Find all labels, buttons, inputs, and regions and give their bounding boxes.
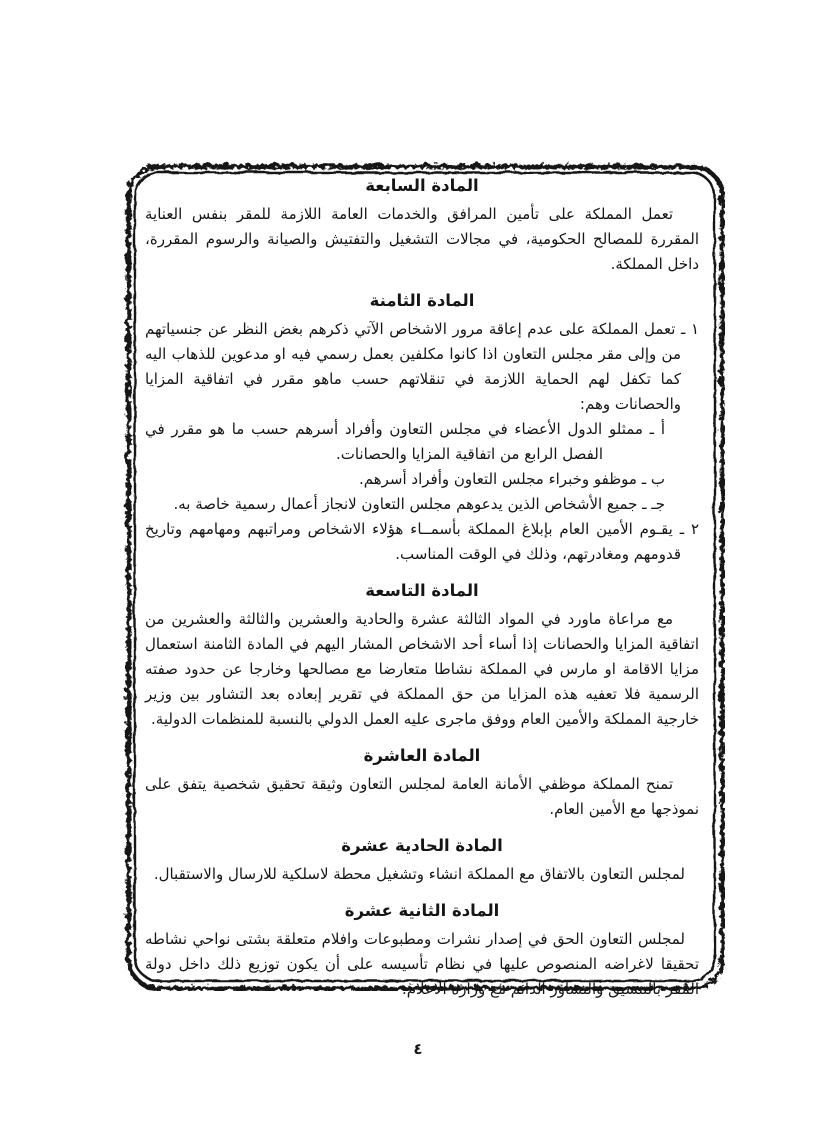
article-9-body: مع مراعاة ماورد في المواد الثالثة عشرة والحادية والعشرين والثالثة والعشرين من اتفاقية المزايا والحصانات إذا أساء أحد الاشخاص المشار اليهم في المادة الثامنة استعمال مزايا الاقامة او مارس في المملكة نشاطا متعارضا مع مصالحها وخارجا عن حدود صفته الرسمية فلا تعفيه هذه المزايا من حق المملكة في تقرير إبعاده بعد التشاور بين وزير خارجية المملكة والأمين العام ووفق ماجرى عليه العمل الدولي بالنسبة للمنظمات الدولية. <box>145 610 699 728</box>
article-11-body: لمجلس التعاون بالاتفاق مع المملكة انشاء وتشغيل محطة لاسلكية للارسال والاستقبال. <box>153 865 685 883</box>
article-10-title: المادة العاشرة <box>363 746 481 765</box>
article-9-title: المادة التاسعة <box>365 581 479 600</box>
article-8-title: المادة الثامنة <box>369 291 475 310</box>
document-frame <box>123 161 725 998</box>
article-12-title: المادة الثانية عشرة <box>344 901 500 920</box>
page-number: ٤ <box>413 1040 423 1058</box>
article-8-item-1-sub-c: جـ ـ جميع الأشخاص الذين يدعوهم مجلس التعاون لانجاز أعمال رسمية خاصة به. <box>173 495 665 513</box>
article-7-body: تعمل المملكة على تأمين المرافق والخدمات العامة اللازمة للمقر بنفس العناية المقررة للمصالح الحكومية، في مجالات التشغيل والتفتيش والصيانة والرسوم المقررة، داخل المملكة. <box>145 205 699 273</box>
article-8-item-1-sub-b: ب ـ موظفو وخبراء مجلس التعاون وأفراد أسرهم. <box>358 470 665 488</box>
article-8-item-2: ٢ ـ يقـوم الأمين العام بإبلاغ المملكة بأسمــاء هؤلاء الاشخاص ومراتبهم ومهامهم وتاريخ قدومهم ومغادرتهم، وذلك في الوقت المناسب. <box>145 520 699 563</box>
article-11-title: المادة الحادية عشرة <box>341 836 503 855</box>
article-10-body: تمنح المملكة موظفي الأمانة العامة لمجلس التعاون وثيقة تحقيق شخصية يتفق على نموذجها مع الأمين العام. <box>145 775 699 818</box>
article-8-item-1-sub-a: أ ـ ممثلو الدول الأعضاء في مجلس التعاون وأفراد أسرهم حسب ما هو مقرر في الفصل الرابع من اتفاقية المزايا والحصانات. <box>145 420 665 463</box>
document-content <box>145 173 699 998</box>
article-8-item-1: ١ ـ تعمل المملكة على عدم إعاقة مرور الاشخاص الآتي ذكرهم بغض النظر عن جنسياتهم من وإلى مقر مجلس التعاون اذا كانوا مكلفين بعمل رسمي فيه او مدعوين للذهاب اليه كما تكفل لهم الحماية اللازمة في تنقلاتهم حسب ماهو مقرر في اتفاقية المزايا والحصانات وهم: <box>145 320 699 413</box>
article-12-body: لمجلس التعاون الحق في إصدار نشرات ومطبوعات وافلام متعلقة بشتى نواحي نشاطه تحقيقا لاغراضه المنصوص عليها في نظام تأسيسه على أن يكون توزيع ذلك داخل دولة المقر بالتنسيق والتشاور الدائم مع وزارة الاعلام. <box>145 930 699 998</box>
article-7-title: المادة السابعة <box>365 176 479 195</box>
